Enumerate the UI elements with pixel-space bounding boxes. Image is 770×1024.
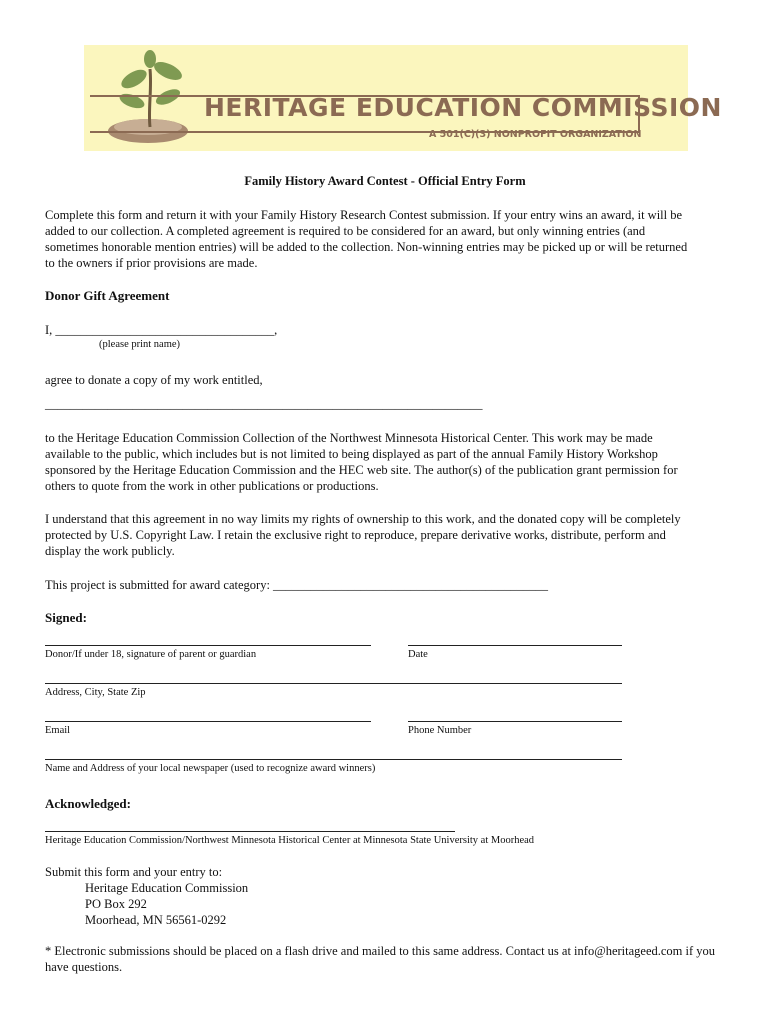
acknowledged-label: Heritage Education Commission/Northwest Minnesota Historical Center at Minnesota State University at Moorhead	[45, 835, 535, 846]
submit-intro: Submit this form and your entry to:	[45, 865, 223, 879]
phone-field[interactable]	[408, 721, 622, 722]
collection-line: others to quote from the work in other publications or productions.	[45, 479, 379, 493]
print-name-label: (please print name)	[99, 339, 181, 350]
collection-line: sponsored by the Heritage Education Commission and the HEC web site. The author(s) of the publication grant permission for	[45, 463, 678, 477]
address-field[interactable]	[45, 683, 622, 684]
intro-line: added to our collection. A completed agreement is required to be considered for an award, but only winning entries (and	[45, 224, 646, 238]
collection-paragraph	[45, 430, 678, 494]
email-label: Email	[45, 725, 71, 736]
donor-signature-label: Donor/If under 18, signature of parent or guardian	[45, 649, 257, 660]
phone-label: Phone Number	[408, 725, 472, 736]
donor-name-line[interactable]: I, ___________________________________,	[45, 323, 278, 337]
signed-heading: Signed:	[45, 610, 87, 625]
footnote-line: have questions.	[45, 960, 123, 974]
work-title-line[interactable]: ______________________________________________________________________	[45, 397, 483, 411]
address-line: PO Box 292	[85, 897, 147, 911]
rights-paragraph	[45, 511, 681, 559]
rights-line: protected by U.S. Copyright Law. I retain the exclusive right to reproduce, prepare derivative works, distribute, perform and	[45, 528, 666, 542]
intro-line: Complete this form and return it with your Family History Research Contest submission. If your entry wins an award, it will be	[45, 208, 683, 222]
collection-line: available to the public, which includes but is not limited to being displayed as part of the annual Family History Workshop	[45, 447, 658, 461]
agree-text: agree to donate a copy of my work entitled,	[45, 373, 263, 387]
intro-line: to the owners if prior provisions are made.	[45, 256, 258, 270]
rights-line: display the work publicly.	[45, 544, 175, 558]
intro-line: sometimes honorable mention entries) will be added to the collection. Non-winning entries may be picked up or will be returned	[45, 240, 688, 254]
form-title: Family History Award Contest - Official Entry Form	[244, 174, 526, 188]
address-line: Moorhead, MN 56561-0292	[85, 913, 227, 927]
logo-title: HERITAGE EDUCATION COMMISSION	[204, 93, 722, 122]
award-category-line[interactable]: This project is submitted for award category: ____________________________________________	[45, 578, 549, 592]
intro-paragraph	[45, 207, 687, 271]
email-field[interactable]	[45, 721, 371, 722]
donor-signature-field[interactable]	[45, 645, 371, 646]
donor-gift-heading: Donor Gift Agreement	[45, 288, 170, 303]
date-field[interactable]	[408, 645, 622, 646]
mailing-address	[85, 880, 248, 928]
acknowledged-heading: Acknowledged:	[45, 796, 131, 811]
footnote-line: * Electronic submissions should be placed on a flash drive and mailed to this same address. Contact us at info@heritageed.com if you	[45, 944, 716, 958]
newspaper-label: Name and Address of your local newspaper (used to recognize award winners)	[45, 763, 376, 774]
hec-logo-banner	[84, 45, 722, 151]
acknowledged-signature-field[interactable]	[45, 831, 455, 832]
collection-line: to the Heritage Education Commission Collection of the Northwest Minnesota Historical Center. This work may be made	[45, 431, 653, 445]
logo-subtitle: A 501(C)(3) NONPROFIT ORGANIZATION	[429, 129, 642, 140]
address-label: Address, City, State Zip	[45, 687, 146, 698]
footnote	[45, 943, 715, 975]
date-label: Date	[408, 649, 428, 660]
newspaper-field[interactable]	[45, 759, 622, 760]
rights-line: I understand that this agreement in no way limits my rights of ownership to this work, and the donated copy will be completely	[45, 512, 681, 526]
address-line: Heritage Education Commission	[85, 881, 249, 895]
